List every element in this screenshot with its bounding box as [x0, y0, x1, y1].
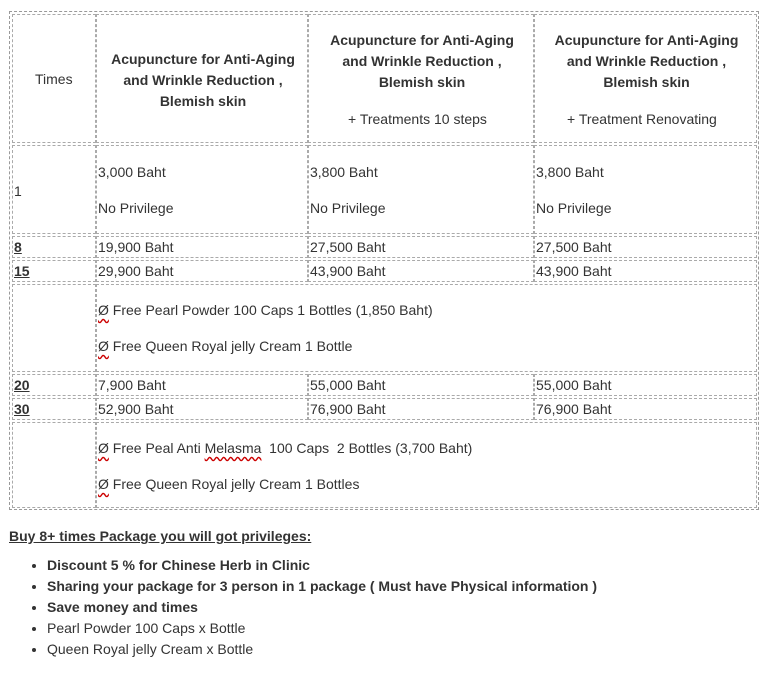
empty-set-icon: Ø: [98, 476, 109, 492]
header-times-cell: [12, 14, 96, 143]
header-col1-cell: [96, 14, 308, 143]
empty-set-icon: Ø: [98, 338, 109, 354]
row-20-col1-cell: [96, 374, 308, 396]
row-1-col1-price: 3,000 Baht: [98, 164, 166, 180]
row-1-col1-privilege: No Privilege: [98, 200, 174, 216]
header-col3-cell: [534, 14, 757, 143]
row-8-col3-price: 27,500 Baht: [536, 239, 612, 255]
row-15-col2-cell: [308, 260, 534, 282]
row-15-col3-price: 43,900 Baht: [536, 263, 612, 279]
bonus-1-line-1: [98, 302, 433, 318]
privilege-item: • Sharing your package for 3 person in 1 package ( Must have Physical information ): [47, 576, 597, 597]
row-1-col2-privilege: No Privilege: [310, 200, 386, 216]
row-8-col3-cell: [534, 236, 757, 258]
row-20-col1-price: 7,900 Baht: [98, 377, 166, 393]
row-8-col1-price: 19,900 Baht: [98, 239, 174, 255]
header-col1-title: Acupuncture for Anti-Aging and Wrinkle Reduction , Blemish skin: [111, 51, 295, 109]
row-20-col2-price: 55,000 Baht: [310, 377, 386, 393]
row-30-col2-price: 76,900 Baht: [310, 401, 386, 417]
row-8-col1-cell: [96, 236, 308, 258]
privilege-item: • Discount 5 % for Chinese Herb in Clinic: [47, 555, 597, 576]
row-1-times-cell: [12, 145, 96, 234]
empty-set-icon: Ø: [98, 302, 109, 318]
row-20-times: 20: [14, 377, 30, 393]
header-col2-cell: [308, 14, 534, 143]
privilege-item: • Queen Royal jelly Cream x Bottle: [47, 639, 597, 660]
row-30-col1-cell: [96, 398, 308, 420]
row-15-col1-price: 29,900 Baht: [98, 263, 174, 279]
header-col3-sub: + Treatment Renovating: [567, 111, 717, 127]
row-30-col2-cell: [308, 398, 534, 420]
row-8-col2-cell: [308, 236, 534, 258]
row-8-times: 8: [14, 239, 22, 255]
row-15-col1-cell: [96, 260, 308, 282]
row-30-col1-price: 52,900 Baht: [98, 401, 174, 417]
row-1-times: 1: [14, 183, 22, 199]
row-8-times-cell: [12, 236, 96, 258]
row-20-col3-price: 55,000 Baht: [536, 377, 612, 393]
row-20-times-cell: [12, 374, 96, 396]
row-15-times-cell: [12, 260, 96, 282]
row-1-col3-privilege: No Privilege: [536, 200, 612, 216]
privilege-item: • Pearl Powder 100 Caps x Bottle: [47, 618, 597, 639]
bonus-2-line-1-text-b: Melasma: [204, 440, 262, 456]
header-col3-title: Acupuncture for Anti-Aging and Wrinkle Reduction , Blemish skin: [554, 32, 739, 90]
bonus-2-times-cell: [12, 422, 96, 508]
row-1-col2-price: 3,800 Baht: [310, 164, 378, 180]
privilege-item: • Save money and times: [47, 597, 597, 618]
bonus-2-line-1: [98, 440, 472, 456]
row-30-times-cell: [12, 398, 96, 420]
row-20-col2-cell: [308, 374, 534, 396]
row-20-col3-cell: [534, 374, 757, 396]
empty-set-icon: Ø: [98, 440, 109, 456]
row-1-col3-price: 3,800 Baht: [536, 164, 604, 180]
package-price-table: [9, 11, 759, 510]
row-30-col3-cell: [534, 398, 757, 420]
bonus-1-times-cell: [12, 284, 96, 372]
row-1-col3-cell: [534, 145, 757, 234]
row-30-col3-price: 76,900 Baht: [536, 401, 612, 417]
row-1-col2-cell: [308, 145, 534, 234]
row-8-col2-price: 27,500 Baht: [310, 239, 386, 255]
bonus-1-line-2-text: Free Queen Royal jelly Cream 1 Bottle: [112, 338, 353, 354]
row-15-col2-price: 43,900 Baht: [310, 263, 386, 279]
row-15-times: 15: [14, 263, 30, 279]
header-col2-title: Acupuncture for Anti-Aging and Wrinkle Reduction , Blemish skin: [330, 32, 514, 90]
row-15-col3-cell: [534, 260, 757, 282]
bonus-1-line-2: [98, 338, 352, 354]
bonus-1-cell: [96, 284, 757, 372]
privileges-list: [9, 555, 597, 660]
bonus-1-line-1-text: Free Pearl Powder 100 Caps 1 Bottles (1,850 Baht): [112, 302, 433, 318]
row-30-times: 30: [14, 401, 30, 417]
privileges-title: Buy 8+ times Package you will got privileges:: [9, 528, 312, 544]
header-col2-sub: + Treatments 10 steps: [348, 111, 487, 127]
bonus-2-line-2-text: Free Queen Royal jelly Cream 1 Bottles: [112, 476, 360, 492]
bonus-2-line-2: [98, 476, 359, 492]
bonus-2-cell: [96, 422, 757, 508]
row-1-col1-cell: [96, 145, 308, 234]
bonus-2-line-1-text-a: Free Peal Anti: [112, 440, 205, 456]
bonus-2-line-1-text-c: 100 Caps 2 Bottles (3,700 Baht): [261, 440, 473, 456]
header-times-label: Times: [35, 71, 73, 87]
